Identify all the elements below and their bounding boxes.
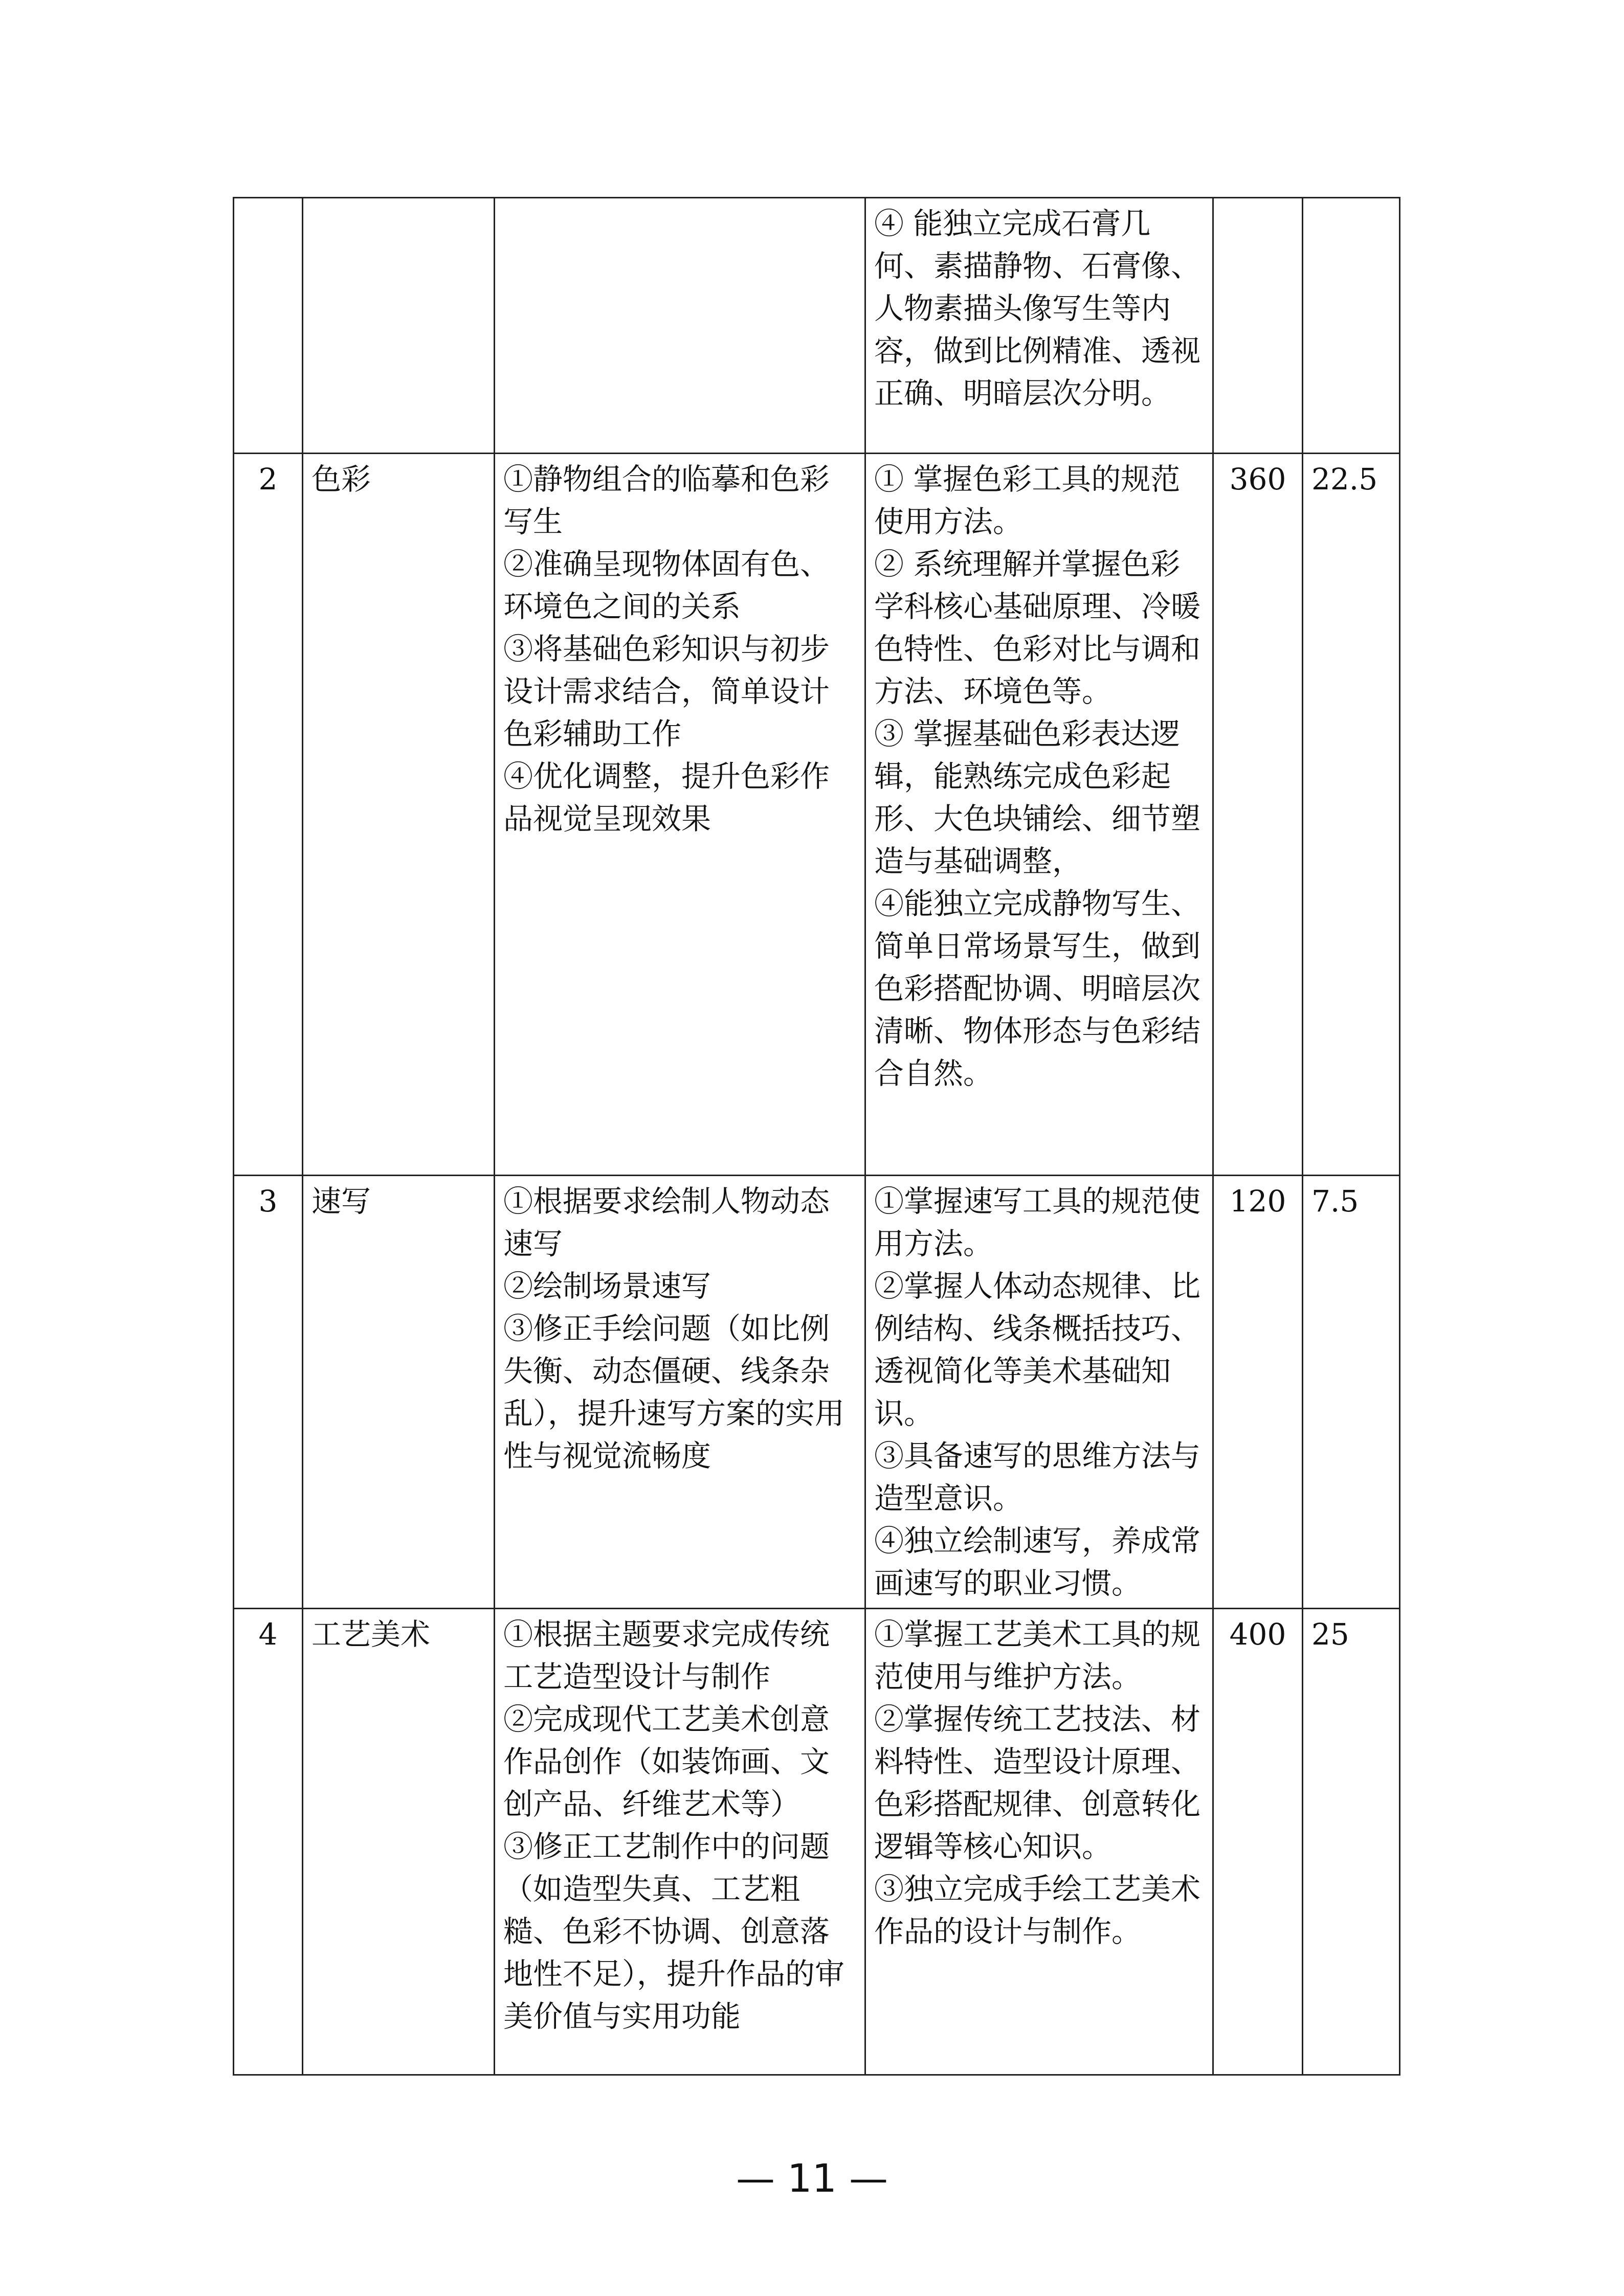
course-hours: 360 [1213, 454, 1303, 1176]
learning-requirements: ④ 能独立完成石膏几何、素描静物、石膏像、人物素描头像写生等内容，做到比例精准、透视正确、明暗层次分明。 [865, 198, 1213, 454]
course-table [233, 197, 1400, 2076]
learning-requirements: ① 掌握色彩工具的规范使用方法。 ② 系统理解并掌握色彩学科核心基础原理、冷暖色特性、色彩对比与调和方法、环境色等。 ③ 掌握基础色彩表达逻辑，能熟练完成色彩起形、大色块铺绘、细节塑造与基础调整， ④能独立完成静物写生、简单日常场景写生，做到色彩搭配协调、明暗层次清晰、物体形态与色彩结合自然。 [865, 454, 1213, 1176]
work-tasks: ①静物组合的临摹和色彩写生 ②准确呈现物体固有色、环境色之间的关系 ③将基础色彩知识与初步设计需求结合，简单设计色彩辅助工作 ④优化调整，提升色彩作品视觉呈现效果 [495, 454, 865, 1176]
course-credits: 7.5 [1303, 1176, 1400, 1609]
learning-requirements: ①掌握速写工具的规范使用方法。 ②掌握人体动态规律、比例结构、线条概括技巧、透视简化等美术基础知识。 ③具备速写的思维方法与造型意识。 ④独立绘制速写，养成常画速写的职业习惯。 [865, 1176, 1213, 1609]
course-hours [1213, 198, 1303, 454]
course-name: 色彩 [303, 454, 495, 1176]
table-row [234, 1176, 1400, 1609]
table-row [234, 198, 1400, 454]
course-hours: 400 [1213, 1609, 1303, 2075]
page-number: — 11 — [736, 2155, 888, 2201]
work-tasks: ①根据要求绘制人物动态速写 ②绘制场景速写 ③修正手绘问题（如比例失衡、动态僵硬、线条杂乱），提升速写方案的实用性与视觉流畅度 [495, 1176, 865, 1609]
work-tasks: ①根据主题要求完成传统工艺造型设计与制作 ②完成现代工艺美术创意作品创作（如装饰画、文创产品、纤维艺术等） ③修正工艺制作中的问题（如造型失真、工艺粗糙、色彩不协调、创意落地性不足），提升作品的审美价值与实用功能 [495, 1609, 865, 2075]
course-name: 工艺美术 [303, 1609, 495, 2075]
table-row [234, 454, 1400, 1176]
table-row [234, 1609, 1400, 2075]
row-number [234, 198, 303, 454]
row-number: 2 [234, 454, 303, 1176]
row-number: 3 [234, 1176, 303, 1609]
course-hours: 120 [1213, 1176, 1303, 1609]
course-credits: 25 [1303, 1609, 1400, 2075]
course-name [303, 198, 495, 454]
row-number: 4 [234, 1609, 303, 2075]
course-name: 速写 [303, 1176, 495, 1609]
course-credits [1303, 198, 1400, 454]
work-tasks [495, 198, 865, 454]
course-credits: 22.5 [1303, 454, 1400, 1176]
learning-requirements: ①掌握工艺美术工具的规范使用与维护方法。 ②掌握传统工艺技法、材料特性、造型设计原理、色彩搭配规律、创意转化逻辑等核心知识。 ③独立完成手绘工艺美术作品的设计与制作。 [865, 1609, 1213, 2075]
